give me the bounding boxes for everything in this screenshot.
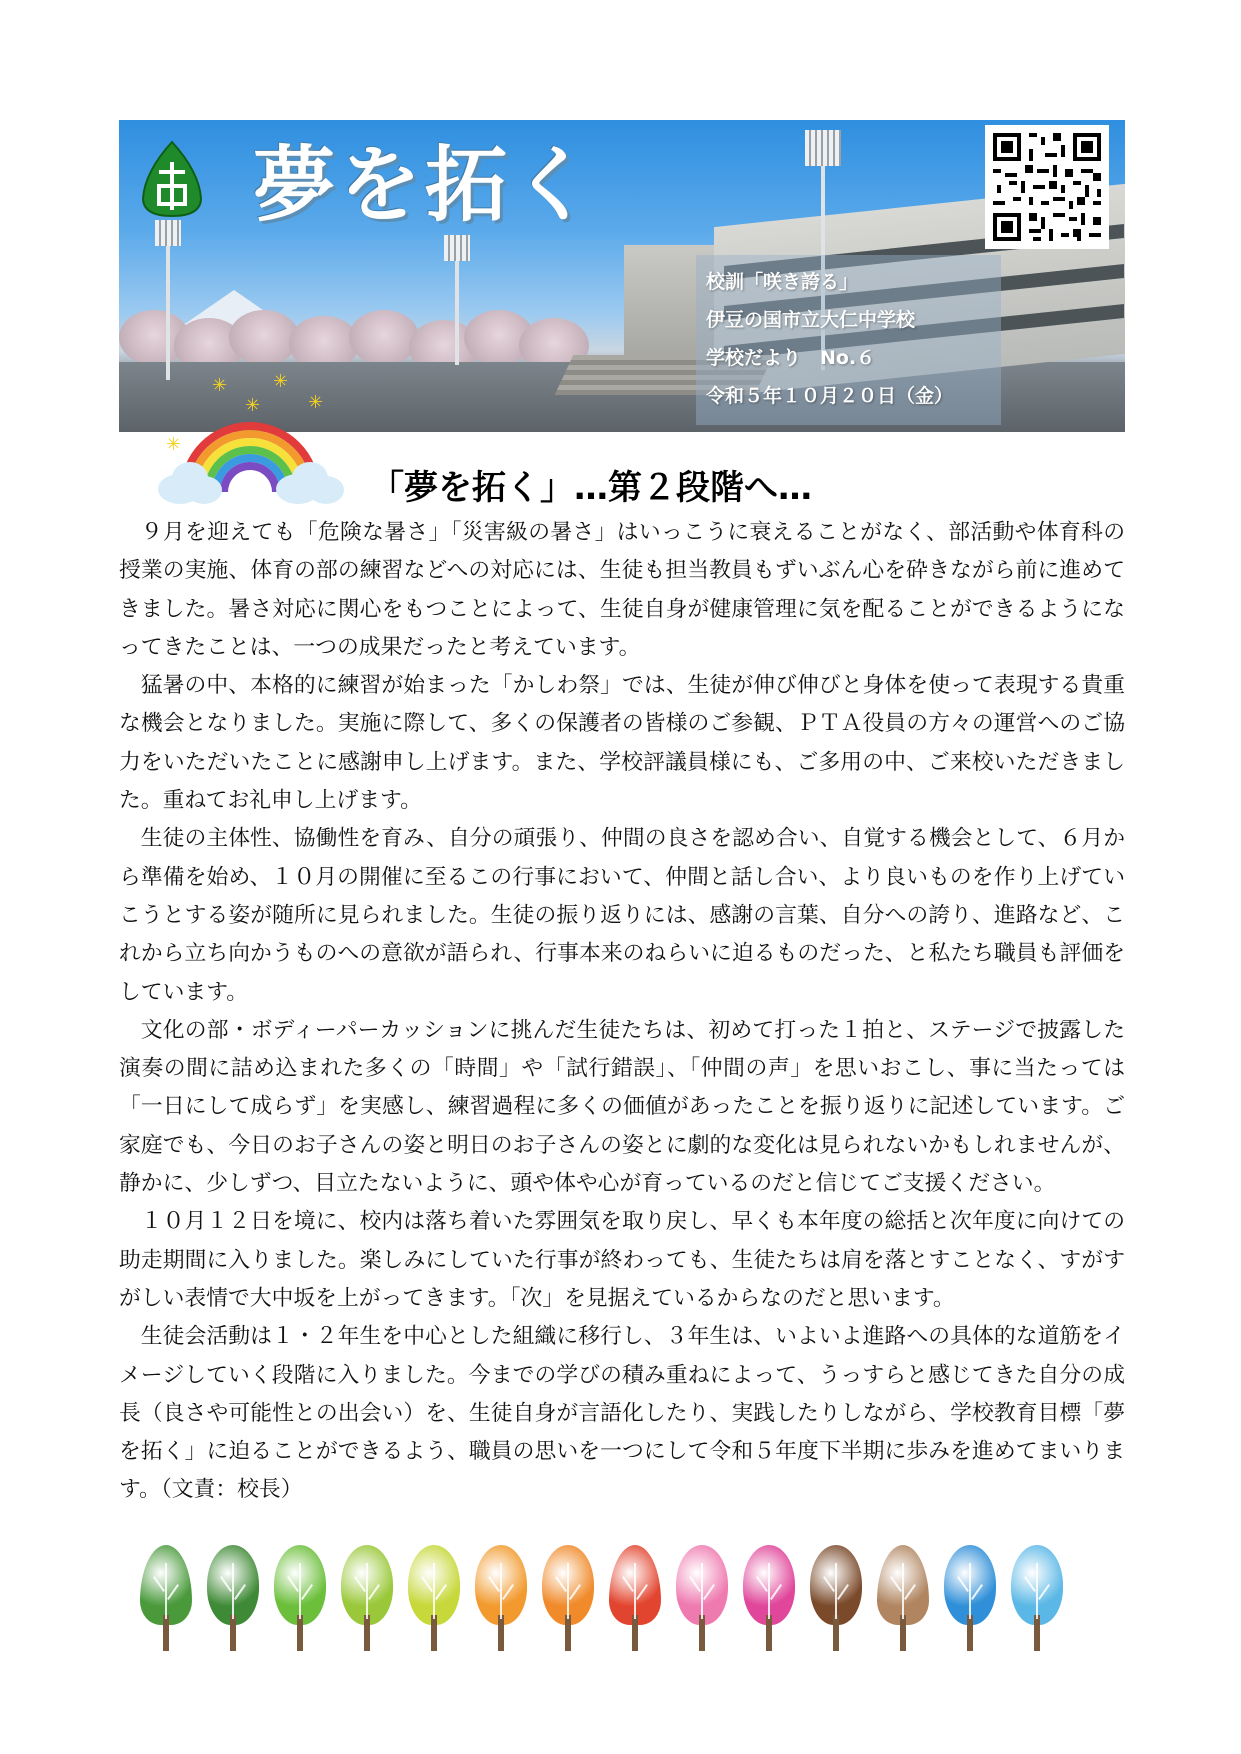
floodlight	[444, 235, 470, 261]
article-paragraph: １０月１２日を境に、校内は落ち着いた雰囲気を取り戻し、早くも本年度の総括と次年度に向けての助走期間に入りました。楽しみにしていた行事が終わっても、生徒たちは肩を落とすことなく、すがすがしい表情で大中坂を上がってきます。「次」を見据えているからなのだと思います。	[119, 1209, 1125, 1311]
sparkle-icon: ✳	[308, 392, 324, 413]
school-info-box	[696, 255, 1001, 425]
tree-icon	[408, 1545, 460, 1655]
school-logo	[139, 140, 205, 218]
tree-icon	[743, 1545, 795, 1655]
floodlight	[805, 130, 841, 166]
article-paragraph: ９月を迎えても「危険な暑さ」「災害級の暑さ」はいっこうに衰えることがなく、部活動や体育科の授業の実施、体育の部の練習などへの対応には、生徒も担当教員もずいぶん心を砕きながら前に進めてきました。暑さ対応に関心をもつことによって、生徒自身が健康管理に気を配ることができるようになってきたことは、一つの成果だったと考えています。	[119, 520, 1125, 660]
floodlight	[155, 220, 181, 246]
article-paragraph: 文化の部・ボディーパーカッションに挑んだ生徒たちは、初めて打った１拍と、ステージで披露した演奏の間に詰め込まれた多くの「時間」や「試行錯誤」、「仲間の声」を思いおこし、事に当たっては「一日にして成らず」を実感し、練習過程に多くの価値があったことを振り返りに記述しています。ご家庭でも、今日のお子さんの姿と明日のお子さんの姿とに劇的な変化は見られないかもしれませんが、静かに、少しずつ、目立たないように、頭や体や心が育っているのだと信じてご支援ください。	[119, 1017, 1125, 1197]
article-paragraph: 生徒の主体性、協働性を育み、自分の頑張り、仲間の良さを認め合い、自覚する機会として、６月から準備を始め、１０月の開催に至るこの行事において、仲間と話し合い、より良いものを作り上げていこうとする姿が随所に見られました。生徒の振り返りには、感謝の言葉、自分への誇り、進路など、これから立ち向かうものへの意欲が語られ、行事本来のねらいに迫るものだった、と私たち職員も評価をしています。	[119, 826, 1125, 1005]
school-name: 伊豆の国市立大仁中学校	[706, 309, 916, 331]
article-paragraph: 猛暑の中、本格的に練習が始まった「かしわ祭」では、生徒が伸び伸びと身体を使って表現する貴重な機会となりました。実施に際して、多くの保護者の皆様のご参観、ＰＴＡ役員の方々の運営へのご協力をいただいたことに感謝申し上げます。また、学校評議員様にも、ご多用の中、ご来校いただきました。重ねてお礼申し上げます。	[119, 673, 1125, 814]
sparkle-icon: ✳	[273, 371, 289, 392]
article-body	[119, 514, 1125, 1510]
issue-number: 学校だより No.６	[706, 347, 876, 369]
tree-icon	[676, 1545, 728, 1655]
tree-icon	[810, 1545, 862, 1655]
tree-icon	[542, 1545, 594, 1655]
tree-icon	[274, 1545, 326, 1655]
tree-icon	[877, 1545, 929, 1655]
qr-code[interactable]	[985, 125, 1109, 249]
header-banner	[119, 120, 1125, 432]
article-paragraph: 生徒会活動は１・２年生を中心とした組織に移行し、３年生は、いよいよ進路への具体的な道筋をイメージしていく段階に入りました。今までの学びの積み重ねによって、うっすらと感じてきた自分の成長（良さや可能性との出会い）を、生徒自身が言語化したり、実践したりしながら、学校教育目標「夢を拓く」に迫ることができるよう、職員の思いを一つにして令和５年度下半期に歩みを進めてまいります。（文責：校長）	[119, 1324, 1125, 1503]
light-pole	[455, 245, 459, 365]
decorative-trees-row	[140, 1545, 1100, 1655]
tree-icon	[944, 1545, 996, 1655]
light-pole	[166, 230, 170, 380]
tree-icon	[140, 1545, 192, 1655]
article-headline: 「夢を拓く」…第２段階へ…	[370, 468, 812, 508]
tree-icon	[1011, 1545, 1063, 1655]
sparkle-icon: ✳	[166, 434, 182, 455]
school-motto: 校訓「咲き誇る」	[706, 271, 859, 293]
tree-icon	[609, 1545, 661, 1655]
rainbow-illustration	[158, 402, 348, 512]
tree-icon	[475, 1545, 527, 1655]
issue-date: 令和５年１０月２０日（金）	[706, 385, 954, 407]
tree-icon	[207, 1545, 259, 1655]
sparkle-icon: ✳	[245, 395, 261, 416]
newsletter-title: 夢を拓く	[253, 138, 598, 233]
tree-icon	[341, 1545, 393, 1655]
sparkle-icon: ✳	[212, 375, 228, 396]
